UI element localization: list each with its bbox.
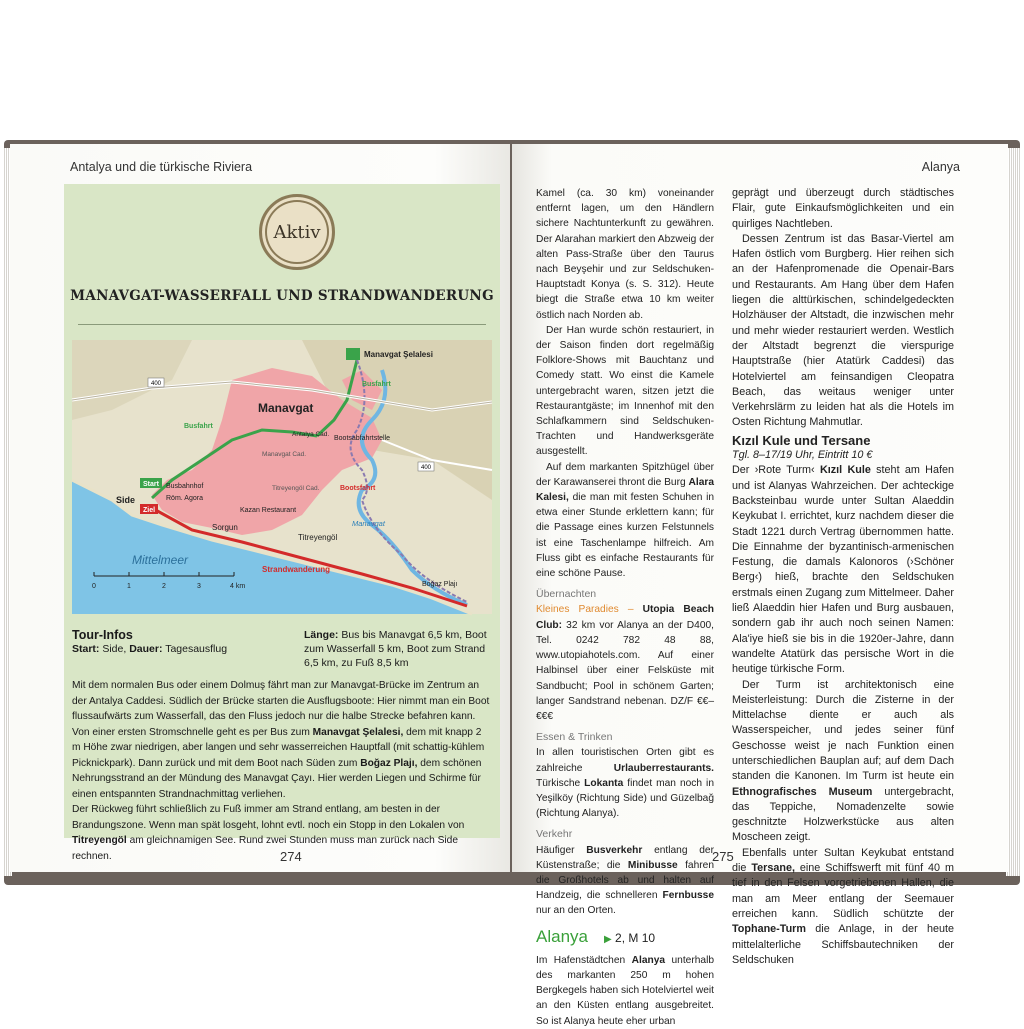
map-label-town: Manavgat bbox=[258, 401, 314, 415]
map-label-side: Side bbox=[116, 495, 136, 505]
map-label-sea: Mittelmeer bbox=[132, 553, 189, 567]
paragraph: geprägt und überzeugt durch städtisches Flair, gute Einkaufsmöglichkeiten und ein quirliges Nachtleben. bbox=[732, 187, 954, 230]
paragraph: Kamel (ca. 30 km) voneinander entfernt lagen, um den Händlern sichere Nachtunterkunft zu gewähren. Der Alarahan markiert den Abzweig der alten Pass-Straße über den Taurus nach Beyşehir und zur Seldschuken-Hauptstadt Konya (s. S. 312). Heute biegt die Straße etwa 10 km weiter östlich nach Norden ab. bbox=[536, 188, 714, 321]
paragraph: Auf dem markanten Spitzhügel über der Karawanserei thront die Burg Alara Kalesi, die man mit festen Schuhen in etwa einer Stunde erklettern kann; für die Passage eines kurzen Felstunnels ist eine Taschenlampe hilfreich. Am Fluss gibt es einfache Restaurants für eine schöne Pause. bbox=[536, 461, 714, 580]
tour-start-duration bbox=[72, 642, 292, 656]
tour-infos-heading: Tour-Infos bbox=[72, 628, 133, 642]
scale-tick: 0 bbox=[92, 583, 96, 590]
waterfall-marker bbox=[346, 348, 360, 360]
tour-description bbox=[72, 678, 492, 864]
title-divider bbox=[78, 324, 486, 325]
page-stack-right bbox=[1006, 148, 1020, 876]
section-heading-essen: Essen & Trinken bbox=[536, 731, 613, 744]
paragraph: Der Rückweg führt schließlich zu Fuß immer am Strand entlang, am besten in der Brandungszone. Wenn man spät losgeht, lohnt evtl. noch ein Stopp in den Lokalen von Titreyengöl am gleichnamigen See. Rund zwei Stunden muss man zurück nach Side rechnen. bbox=[72, 804, 465, 862]
scale-tick: 4 km bbox=[230, 583, 246, 590]
running-head: Antalya und die türkische Riviera bbox=[70, 160, 253, 174]
scale-tick: 3 bbox=[197, 583, 201, 590]
map-label-busfahrt: Busfahrt bbox=[184, 423, 213, 430]
map-label-waterfall: Manavgat Şelalesi bbox=[364, 350, 433, 359]
paragraph: Kleines Paradies – Utopia Beach Club: 32 km vor Alanya an der D400, Tel. 0242 782 48 88, www.utopiahotels.com. Auf einer Halbinsel über einer Felsküste mit Sandbucht; Pool in schönem Garten; langer Sandstrand nebenan. DZ/F €€–€€€ bbox=[536, 604, 715, 722]
column-right bbox=[732, 186, 954, 968]
map-label-river: Manavgat bbox=[352, 519, 385, 528]
map-label-street: Antalya Cad. bbox=[292, 431, 330, 438]
page-number: 275 bbox=[712, 849, 734, 864]
map-label-bootsfahrt: Bootsfahrt bbox=[340, 485, 376, 492]
map-label-street: Titreyengöl Cad. bbox=[272, 485, 320, 492]
paragraph: In allen touristischen Orten gibt es zahlreiche Urlauberrestaurants. Türkische Lokanta findet man noch in Yeşilköy (Richtung Side) und Güzelbağ (Richtung Alanya). bbox=[536, 747, 714, 820]
badge-label: Aktiv bbox=[273, 221, 321, 243]
map-label-bogaz: Boğaz Plajı bbox=[422, 581, 458, 588]
tour-length bbox=[304, 628, 494, 670]
paragraph: Dessen Zentrum ist das Basar-Viertel am Hafen östlich vom Burgberg. Hier reihen sich an der Hafenpromenade die Openair-Bars und Restaurants. Am Hang über dem Hafen liegen die alttürkischen, schindelgedeckten Holzhäuser der Altstadt, die inzwischen mehr und mehr wieder restauriert werden. Westlich der Altstadt begrenzt die vierspurige Hauptstraße (hier Atatürk Caddesi) das Hotelviertel am feinsandigen Cleopatra Beach, das weitaus weniger unter Verkehrslärm zu leiden hat als die Hotels im Osten Richtung Mahmutlar. bbox=[732, 232, 954, 429]
road-number: 400 bbox=[420, 465, 432, 471]
scale-tick: 1 bbox=[127, 583, 131, 590]
map-ref-icon: ▶ bbox=[603, 933, 612, 945]
start-value: Side, bbox=[99, 643, 130, 655]
section-heading-uebernachten: Übernachten bbox=[536, 588, 597, 601]
alanya-heading: Alanya ▶ 2, M 10 bbox=[536, 926, 656, 946]
running-head: Alanya bbox=[921, 160, 960, 174]
right-page bbox=[512, 144, 1008, 1027]
map-label-sorgun: Sorgun bbox=[212, 523, 238, 532]
start-label: Start: bbox=[72, 643, 100, 655]
aktiv-badge bbox=[259, 194, 335, 270]
section-heading-kizil-kule: Kızıl Kule und Tersane bbox=[732, 432, 871, 448]
scale-tick: 2 bbox=[162, 583, 166, 590]
laenge-value: Bus bis Manavgat 6,5 km, Boot zum Wasserfall 5 km, Boot zum Strand 6,5 km, zu Fuß 8,5 km bbox=[304, 629, 487, 669]
dauer-label: Dauer: bbox=[129, 643, 163, 655]
dauer-value: Tagesausflug bbox=[162, 643, 228, 655]
road-number: 400 bbox=[150, 381, 162, 387]
map-label-agora: Röm. Agora bbox=[166, 495, 203, 502]
paragraph: Mit dem normalen Bus oder einem Dolmuş fährt man zur Manavgat-Brücke im Zentrum an der Antalya Caddesi. Südlich der Brücke starten die Ausflugsboote: Hier nimmt man ein Boot flussaufwärts zum Wasserfall, das den Fluss jedoch nur die halbe Strecke befahren kann. Von einer ersten Stromschnelle geht es per Bus zum Manavgat Şelalesi, dem mit knapp 2 m Höhe zwar niedrigen, aber langen und sehr wasserreichen Hauptfall (mit schattig-kühlem Picknickpark). Dann zurück und mit dem Boot nach Süden zum Boğaz Plajı, dem schönen Nehrungsstrand an der Mündung des Manavgat Çayı. Hier werden Liegen und Schirme für einen entspannten Strandnachmittag verliehen. bbox=[72, 680, 490, 800]
column-left bbox=[536, 186, 714, 1029]
box-title: MANAVGAT-WASSERFALL UND STRANDWANDERUNG bbox=[70, 288, 494, 304]
section-heading-verkehr: Verkehr bbox=[536, 828, 573, 841]
page-number: 274 bbox=[280, 849, 302, 864]
map-label-street: Manavgat Cad. bbox=[262, 451, 307, 458]
map-label-boat-stop: Bootsabfahrtstelle bbox=[334, 435, 391, 442]
paragraph: Im Hafenstädtchen Alanya unterhalb des markanten 250 m hohen Bergkegels haben sich Hotelviertel weit an den Küsten entlang ausgebreitet. So ist Alanya heute eher urban bbox=[536, 954, 714, 1027]
paragraph: Der ›Rote Turm‹ Kızıl Kule steht am Hafen und ist Alanyas Wahrzeichen. Der achteckige Backsteinbau wurde unter Sultan Alaeddin Keykubat I. errichtet, kurz nachdem dieser die Stadt 1221 durch Vertrag übernommen hatte. Die Einnahme der byzantinisch-armenischen Festung, die damals Kalonoros (›Schöner Berg‹) hieß, brachte den Seldschuken erstmals einen Zugang zum Mittelmeer. Daher ließ Alaeddin hier Hafen und Burg ausbauen, sondern gab ihr auch noch seinen Namen: Ala'iye hieß sie bis in die 1920er-Jahre, dann wandelte Atatürk das persische Wort in die heutige türkische Form. bbox=[732, 464, 954, 676]
start-label: Start bbox=[143, 481, 159, 488]
map-label-bus-station: Busbahnhof bbox=[166, 483, 204, 490]
map-label-strandwanderung: Strandwanderung bbox=[262, 565, 331, 574]
paragraph: Ebenfalls unter Sultan Keykubat entstand die Tersane, eine Schiffswerft mit fünf 40 m tief in den Felsen vorgetriebenen Hallen, die man am Meer entlang der Seemauer erreichen kann. Südlich schützte der Tophane-Turm die Anlage, in der heute mittelalterliche Schiffsbautechniken der Seldschuken bbox=[732, 846, 954, 966]
map-label-restaurant: Kazan Restaurant bbox=[240, 507, 297, 514]
route-map bbox=[72, 340, 492, 614]
opening-hours: Tgl. 8–17/19 Uhr, Eintritt 10 € bbox=[732, 449, 873, 462]
paragraph: Häufiger Busverkehr entlang der Küstenstraße; die Minibusse fahren die Großhotels ab und halten auf Handzeig, die schnelleren Fernbusse nur an den Orten. bbox=[536, 844, 714, 917]
paragraph: Der Han wurde schön restauriert, in der Saison finden dort regelmäßig Folklore-Shows mit Bauchtanz und Comedy statt. Wo einst die Kamele untergebracht waren, sitzen jetzt die Restaurantgäste; im Innenhof mit den Schlafkammern sind Seldschuken-Trachten und Handwerksgeräte ausgestellt. bbox=[536, 324, 714, 458]
ziel-label: Ziel bbox=[142, 507, 156, 514]
map-label-busfahrt: Busfahrt bbox=[362, 381, 391, 388]
paragraph: Der Turm ist architektonisch eine Meisterleistung: Durch die Zisterne in der Mittelachse diente er auch als Wasserspeicher, und jedes seiner fünf Geschosse weist je nach Funktion einen unterschiedlichen Bauplan auf; auf dem Dach standen die Kanonen. Im Turm ist heute ein Ethnografisches Museum untergebracht, das Teppiche, Nomadenzelte sowie geschnitzte Holzwerkstücke aus alten Moscheen zeigt. bbox=[732, 678, 954, 844]
left-page bbox=[10, 144, 510, 872]
laenge-label: Länge: bbox=[304, 629, 339, 641]
map-label-titreyengol: Titreyengöl bbox=[298, 533, 338, 542]
